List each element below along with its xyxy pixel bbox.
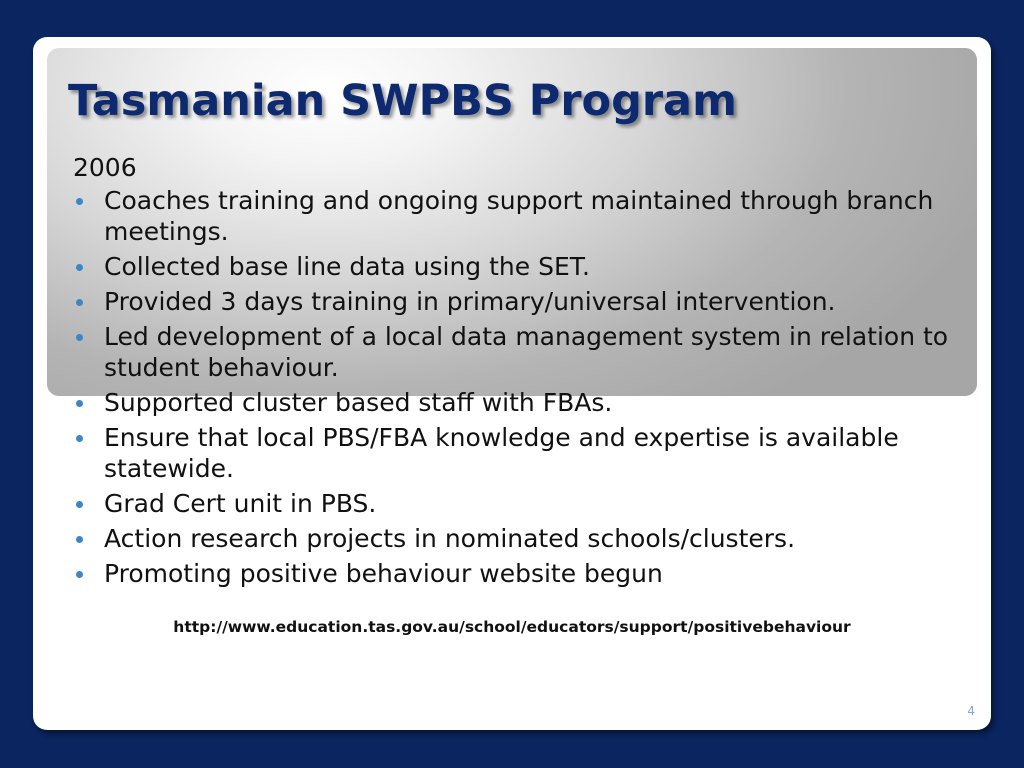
bullet-item — [73, 523, 953, 554]
bullet-item — [73, 387, 953, 418]
slide-title: Tasmanian SWPBS Program — [68, 76, 737, 126]
bullet-dot-icon — [76, 198, 83, 205]
bullet-dot-icon — [76, 299, 83, 306]
page-number: 4 — [967, 704, 975, 718]
bullet-dot-icon — [76, 536, 83, 543]
slide-body — [73, 152, 953, 593]
bullet-text: Provided 3 days training in primary/universal intervention. — [104, 287, 836, 316]
bullet-item — [73, 251, 953, 282]
bullet-item — [73, 185, 953, 247]
bullet-item — [73, 286, 953, 317]
website-link[interactable]: http://www.education.tas.gov.au/school/educators/support/positivebehaviour — [173, 618, 851, 636]
bullet-text: Led development of a local data management system in relation to student behaviour. — [104, 322, 949, 382]
bullet-dot-icon — [76, 435, 83, 442]
slide — [33, 37, 991, 730]
bullet-text: Collected base line data using the SET. — [104, 252, 590, 281]
bullet-dot-icon — [76, 571, 83, 578]
bullet-dot-icon — [76, 334, 83, 341]
bullet-text: Promoting positive behaviour website begun — [104, 559, 663, 588]
bullet-text: Supported cluster based staff with FBAs. — [104, 388, 613, 417]
bullet-text: Grad Cert unit in PBS. — [104, 489, 377, 518]
bullet-text: Ensure that local PBS/FBA knowledge and expertise is available statewide. — [104, 423, 899, 483]
bullet-item — [73, 321, 953, 383]
bullet-dot-icon — [76, 501, 83, 508]
year-label: 2006 — [73, 153, 137, 182]
bullet-text: Action research projects in nominated schools/clusters. — [104, 524, 796, 553]
bullet-dot-icon — [76, 400, 83, 407]
bullet-dot-icon — [76, 264, 83, 271]
bullet-item — [73, 422, 953, 484]
bullet-item — [73, 488, 953, 519]
bullet-text: Coaches training and ongoing support maintained through branch meetings. — [104, 186, 934, 246]
bullet-item — [73, 558, 953, 589]
bullet-list — [73, 185, 953, 589]
